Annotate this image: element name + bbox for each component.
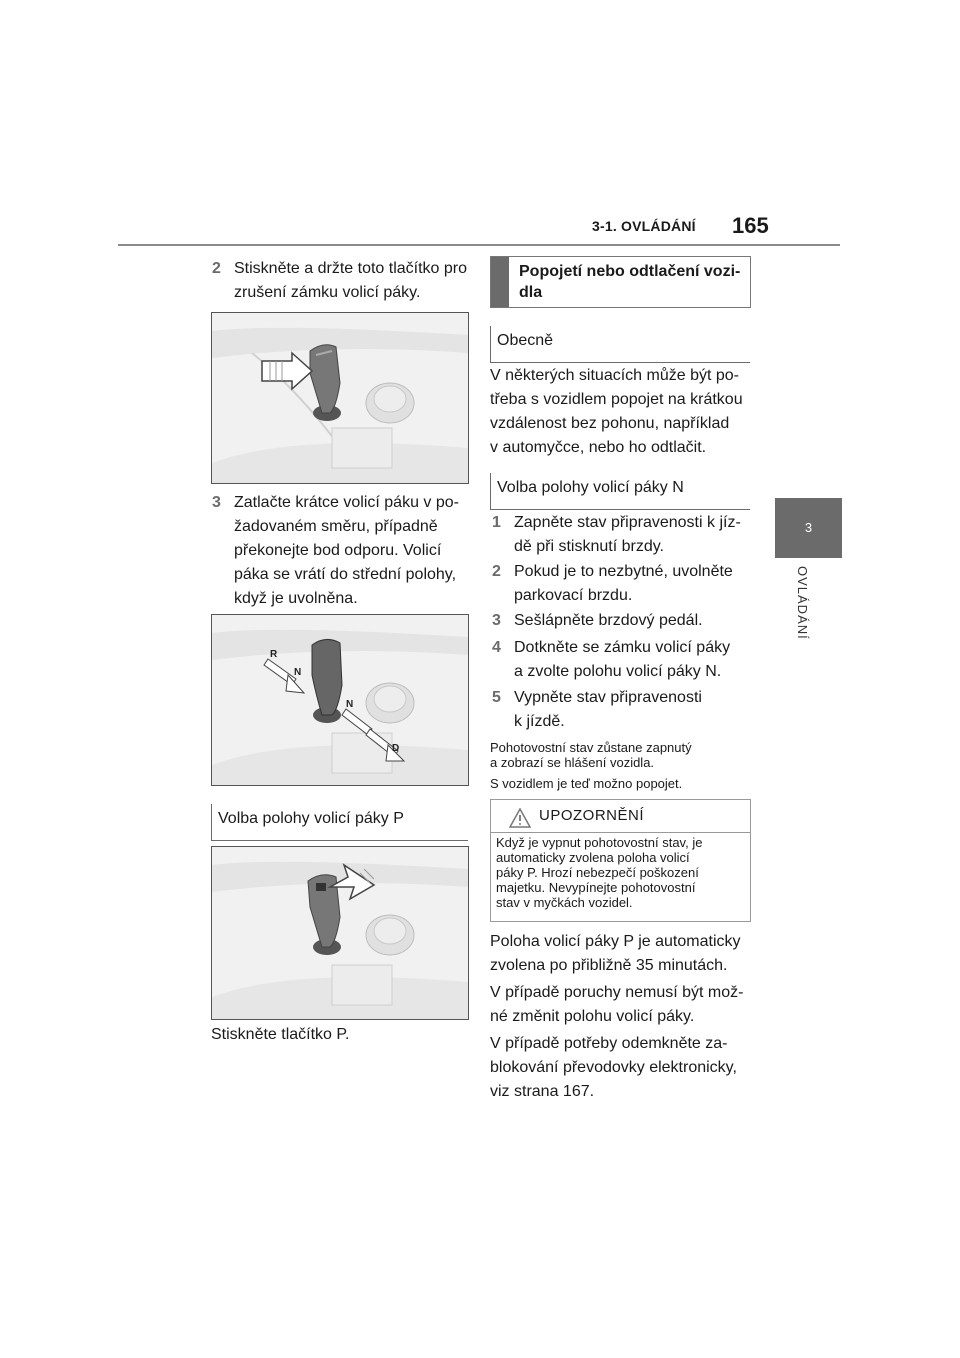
topic-bar [491,257,509,307]
warning-body: Když je vypnut pohotovostní stav, je automaticky zvolena poloha volicí páky P. Hrozí nebezpečí poškození majetku. Nevypínejte pohotovostní stav v myčkách vozidel. [496,835,703,910]
step-3-line-5: když je uvolněna. [234,590,358,607]
step-3-line-3: překonejte bod odporu. Volicí [234,542,442,559]
section-title: 3-1. OVLÁDÁNÍ [592,218,696,234]
warning-rule [491,832,750,833]
page-number: 165 [732,213,769,238]
general-paragraph: V některých situacích může být po- třeba s vozidlem popojet na krátkou vzdálenost bez pohonu, například v automyčce, nebo ho odtlačit. [490,367,743,456]
figure-unlock-button [211,312,469,484]
topic-title: Popojetí nebo odtlačení vozi- dla [519,263,741,301]
step-2-line-2: zrušení zámku volicí páky. [234,284,421,301]
warning-triangle-icon [509,808,531,828]
push-note: S vozidlem je teď možno popojet. [490,776,683,791]
subhead-selector-p: Volba polohy volicí páky P [211,804,468,841]
step-3-line-2: žadovaném směru, případně [234,518,438,535]
step-2-line-1: Stiskněte a držte toto tlačítko pro [234,260,468,277]
fault-paragraph: V případě poruchy nemusí být mož- né změnit polohu volicí páky. [490,984,744,1025]
step-3-line-4: páka se vrátí do střední polohy, [234,566,457,583]
figure-shift-directions [211,614,469,786]
figure2-label-r: R [270,649,278,660]
warning-title: UPOZORNĚNÍ [539,807,645,824]
topic-header [490,256,751,308]
subhead-selector-n: Volba polohy volicí páky N [490,473,750,510]
auto-p-paragraph: Poloha volicí páky P je automaticky zvolena po přibližně 35 minutách. [490,933,741,974]
chapter-number: 3 [804,520,813,535]
standby-note: Pohotovostní stav zůstane zapnutý a zobrazí se hlášení vozidla. [490,740,692,770]
step-3-line-1: Zatlačte krátce volicí páku v po- [234,494,459,511]
chapter-tab [775,498,842,558]
header-rule [118,244,840,246]
chapter-label: OVLÁDÁNÍ [795,566,810,640]
subhead-general: Obecně [490,326,750,363]
figure-p-button [211,846,469,1020]
warning-box [490,799,751,922]
figure2-label-d: D [392,743,400,754]
figure2-label-n-upper: N [294,667,302,678]
unlock-paragraph: V případě potřeby odemkněte za- blokování převodovky elektronicky, viz strana 167. [490,1035,737,1100]
figure2-label-n-lower: N [346,699,354,710]
caption-press-p: Stiskněte tlačítko P. [211,1026,350,1043]
